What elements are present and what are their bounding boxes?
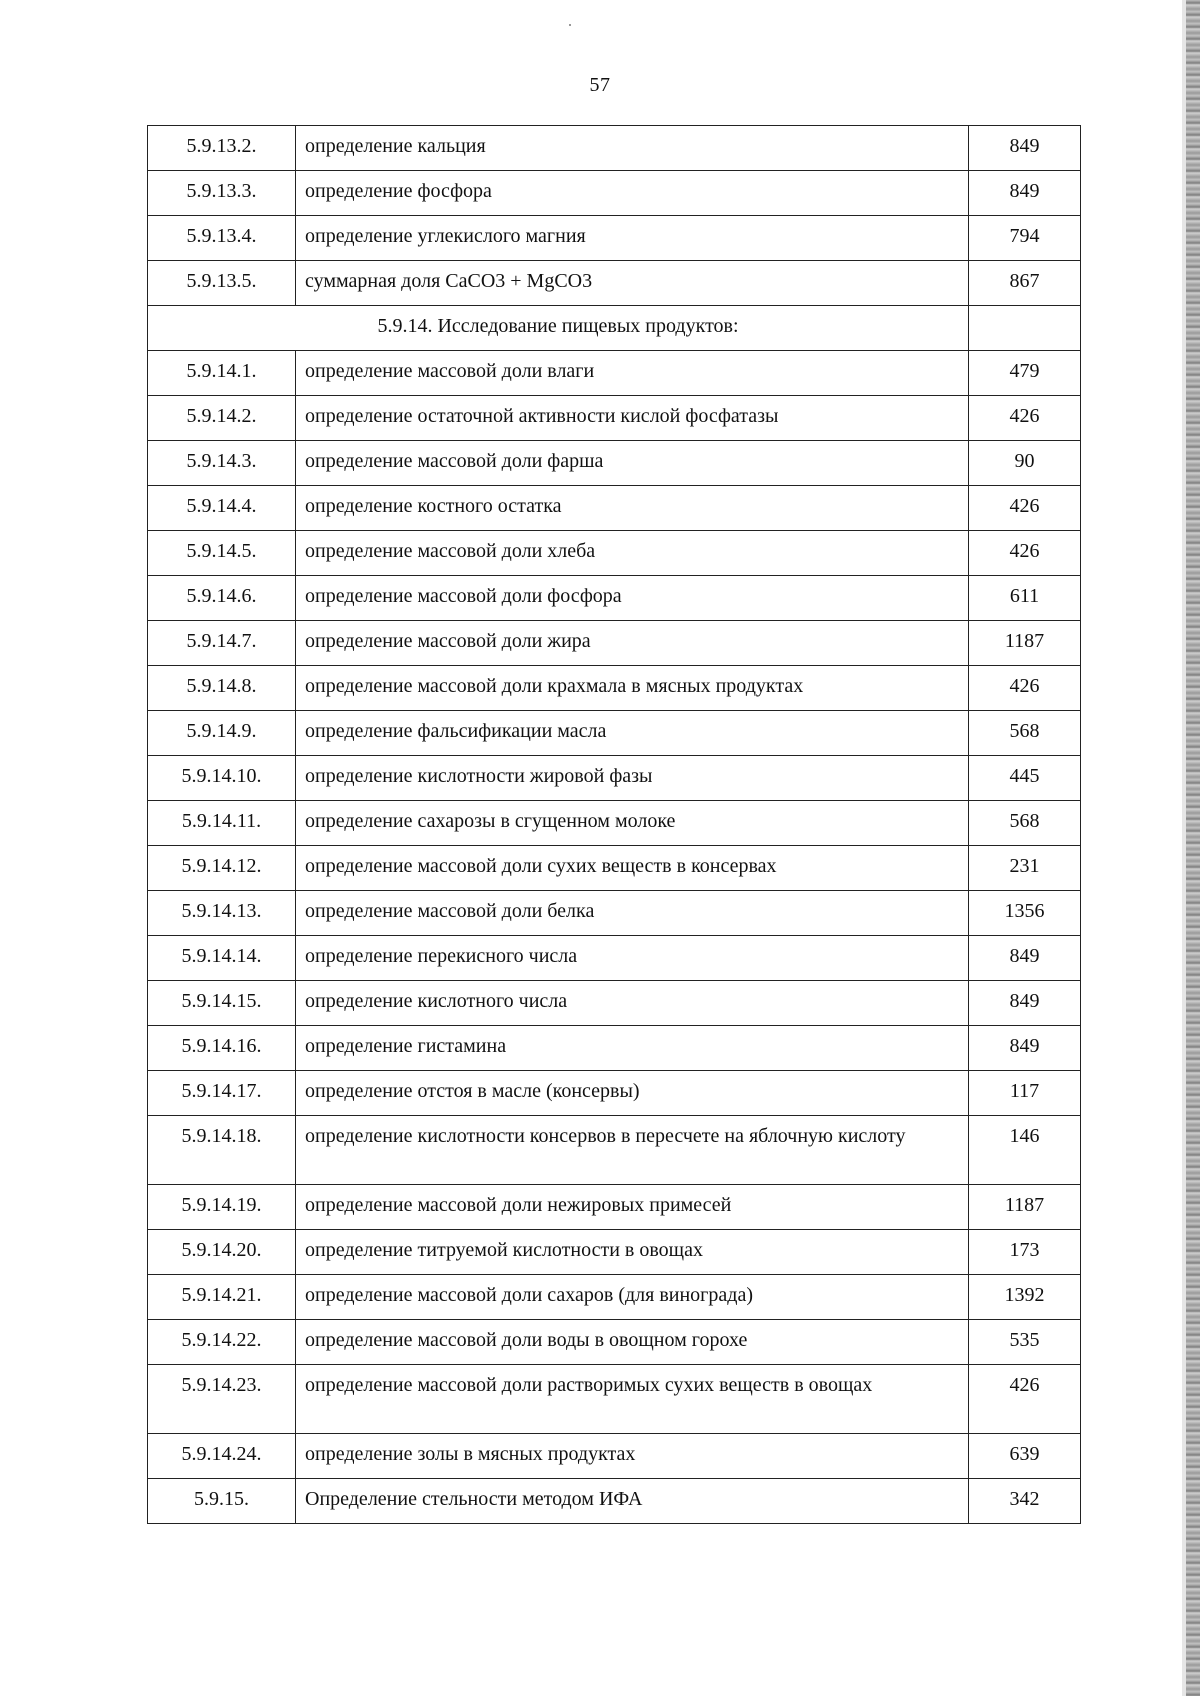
price-cell: 479 (969, 351, 1081, 396)
code-cell: 5.9.14.10. (148, 756, 296, 801)
code-cell: 5.9.14.18. (148, 1116, 296, 1185)
table-row (148, 486, 1081, 531)
price-cell: 426 (969, 486, 1081, 531)
description-cell: определение кальция (296, 126, 969, 171)
table-row (148, 261, 1081, 306)
code-cell: 5.9.14.11. (148, 801, 296, 846)
description-cell: определение массовой доли влаги (296, 351, 969, 396)
code-cell: 5.9.13.3. (148, 171, 296, 216)
description-cell: определение углекислого магния (296, 216, 969, 261)
description-cell: суммарная доля CaCO3 + MgCO3 (296, 261, 969, 306)
table-row (148, 396, 1081, 441)
price-cell: 426 (969, 1365, 1081, 1434)
table-row (148, 981, 1081, 1026)
description-cell: определение массовой доли жира (296, 621, 969, 666)
description-cell: определение кислотности консервов в пересчете на яблочную кислоту (296, 1116, 969, 1185)
description-cell: Определение стельности методом ИФА (296, 1479, 969, 1524)
code-cell: 5.9.15. (148, 1479, 296, 1524)
code-cell: 5.9.14.12. (148, 846, 296, 891)
description-cell: определение перекисного числа (296, 936, 969, 981)
code-cell: 5.9.14.23. (148, 1365, 296, 1434)
table-row (148, 216, 1081, 261)
code-cell: 5.9.14.4. (148, 486, 296, 531)
description-cell: определение массовой доли сухих веществ в консервах (296, 846, 969, 891)
code-cell: 5.9.14.17. (148, 1071, 296, 1116)
price-cell: 445 (969, 756, 1081, 801)
description-cell: определение гистамина (296, 1026, 969, 1071)
description-cell: определение сахарозы в сгущенном молоке (296, 801, 969, 846)
table-row (148, 1026, 1081, 1071)
description-cell: определение кислотного числа (296, 981, 969, 1026)
table-row (148, 351, 1081, 396)
price-cell: 849 (969, 1026, 1081, 1071)
code-cell: 5.9.14.15. (148, 981, 296, 1026)
price-cell: 867 (969, 261, 1081, 306)
description-cell: определение массовой доли крахмала в мясных продуктах (296, 666, 969, 711)
description-cell: определение массовой доли хлеба (296, 531, 969, 576)
table-row (148, 846, 1081, 891)
code-cell: 5.9.14.8. (148, 666, 296, 711)
code-cell: 5.9.13.5. (148, 261, 296, 306)
code-cell: 5.9.14.1. (148, 351, 296, 396)
table-row (148, 1275, 1081, 1320)
table-row (148, 801, 1081, 846)
price-cell: 146 (969, 1116, 1081, 1185)
table-row (148, 666, 1081, 711)
table-row (148, 1230, 1081, 1275)
scan-border (1186, 0, 1200, 1696)
price-cell: 639 (969, 1434, 1081, 1479)
table-row (148, 126, 1081, 171)
code-cell: 5.9.14.3. (148, 441, 296, 486)
page-number: 57 (589, 74, 611, 96)
table-row (148, 1071, 1081, 1116)
price-table (147, 125, 1081, 1524)
table-row (148, 441, 1081, 486)
price-cell: 90 (969, 441, 1081, 486)
code-cell: 5.9.14.22. (148, 1320, 296, 1365)
price-cell: 1187 (969, 1185, 1081, 1230)
table-row (148, 1185, 1081, 1230)
table-row (148, 1479, 1081, 1524)
description-cell: определение фальсификации масла (296, 711, 969, 756)
price-cell: 342 (969, 1479, 1081, 1524)
description-cell: определение массовой доли фарша (296, 441, 969, 486)
section-title: 5.9.14. Исследование пищевых продуктов: (148, 306, 969, 351)
code-cell: 5.9.14.7. (148, 621, 296, 666)
code-cell: 5.9.14.2. (148, 396, 296, 441)
price-cell: 849 (969, 171, 1081, 216)
price-cell: 568 (969, 801, 1081, 846)
price-cell: 611 (969, 576, 1081, 621)
description-cell: определение кислотности жировой фазы (296, 756, 969, 801)
table-row (148, 1320, 1081, 1365)
description-cell: определение фосфора (296, 171, 969, 216)
description-cell: определение отстоя в масле (консервы) (296, 1071, 969, 1116)
scan-speck (569, 24, 571, 26)
price-cell: 231 (969, 846, 1081, 891)
price-cell: 117 (969, 1071, 1081, 1116)
price-cell: 426 (969, 396, 1081, 441)
table-row (148, 1116, 1081, 1185)
description-cell: определение массовой доли растворимых сухих веществ в овощах (296, 1365, 969, 1434)
description-cell: определение массовой доли воды в овощном горохе (296, 1320, 969, 1365)
price-cell: 568 (969, 711, 1081, 756)
table-row (148, 756, 1081, 801)
table-row (148, 711, 1081, 756)
description-cell: определение титруемой кислотности в овощах (296, 1230, 969, 1275)
price-cell: 535 (969, 1320, 1081, 1365)
table-row (148, 1365, 1081, 1434)
code-cell: 5.9.14.13. (148, 891, 296, 936)
code-cell: 5.9.13.4. (148, 216, 296, 261)
section-header-row (148, 306, 1081, 351)
price-cell: 794 (969, 216, 1081, 261)
code-cell: 5.9.13.2. (148, 126, 296, 171)
table-row (148, 1434, 1081, 1479)
description-cell: определение костного остатка (296, 486, 969, 531)
code-cell: 5.9.14.21. (148, 1275, 296, 1320)
code-cell: 5.9.14.14. (148, 936, 296, 981)
description-cell: определение остаточной активности кислой фосфатазы (296, 396, 969, 441)
price-cell: 426 (969, 666, 1081, 711)
description-cell: определение золы в мясных продуктах (296, 1434, 969, 1479)
price-cell: 849 (969, 936, 1081, 981)
code-cell: 5.9.14.5. (148, 531, 296, 576)
price-cell: 1356 (969, 891, 1081, 936)
price-cell-empty (969, 306, 1081, 351)
price-cell: 849 (969, 981, 1081, 1026)
code-cell: 5.9.14.9. (148, 711, 296, 756)
code-cell: 5.9.14.6. (148, 576, 296, 621)
code-cell: 5.9.14.16. (148, 1026, 296, 1071)
price-cell: 426 (969, 531, 1081, 576)
table-row (148, 891, 1081, 936)
table-row (148, 936, 1081, 981)
description-cell: определение массовой доли нежировых примесей (296, 1185, 969, 1230)
price-cell: 173 (969, 1230, 1081, 1275)
table-row (148, 621, 1081, 666)
code-cell: 5.9.14.20. (148, 1230, 296, 1275)
table-row (148, 576, 1081, 621)
description-cell: определение массовой доли белка (296, 891, 969, 936)
price-cell: 1392 (969, 1275, 1081, 1320)
code-cell: 5.9.14.24. (148, 1434, 296, 1479)
price-cell: 849 (969, 126, 1081, 171)
table-row (148, 171, 1081, 216)
table-row (148, 531, 1081, 576)
price-cell: 1187 (969, 621, 1081, 666)
description-cell: определение массовой доли сахаров (для винограда) (296, 1275, 969, 1320)
code-cell: 5.9.14.19. (148, 1185, 296, 1230)
description-cell: определение массовой доли фосфора (296, 576, 969, 621)
